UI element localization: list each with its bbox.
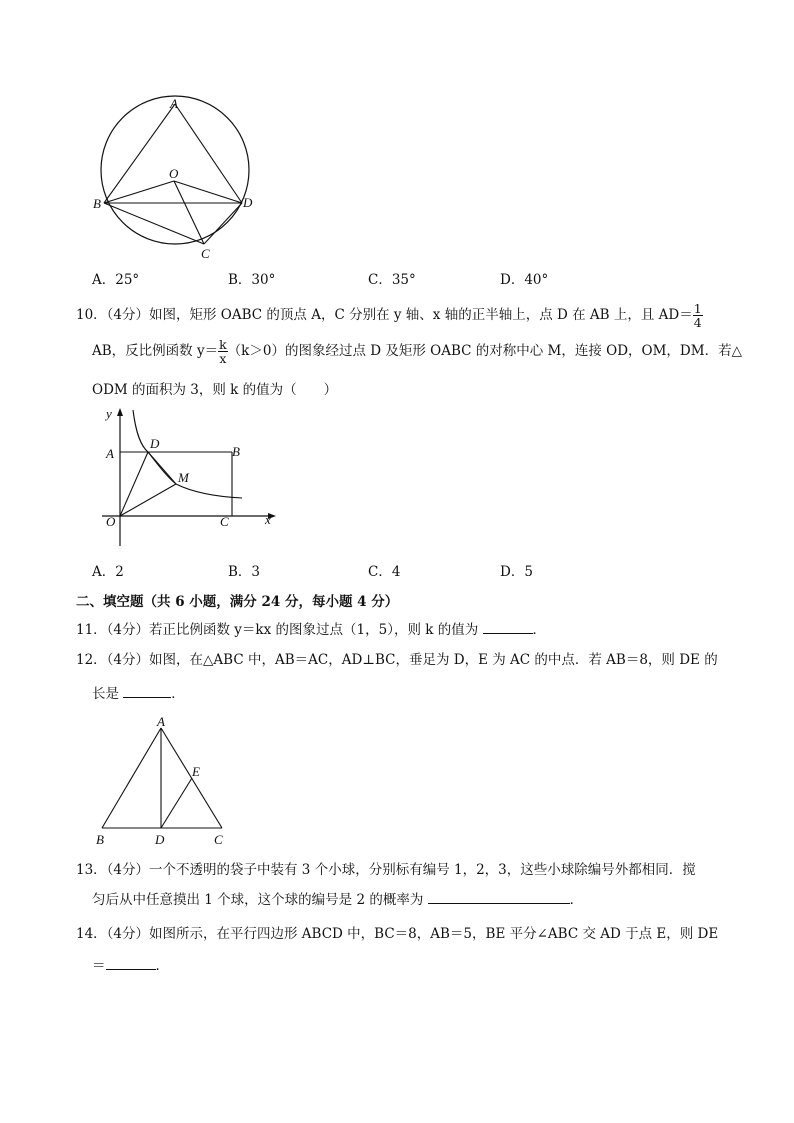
label-d-graph: D bbox=[150, 436, 160, 451]
label-c-tri: C bbox=[214, 832, 223, 847]
q10-func-num: k bbox=[219, 337, 227, 352]
label-b-tri: B bbox=[96, 832, 104, 847]
q11-end: ． bbox=[532, 622, 547, 638]
label-e-tri: E bbox=[192, 764, 200, 779]
q13-end: ． bbox=[569, 892, 584, 908]
q10-option-a: A．2 bbox=[92, 564, 124, 580]
section-heading: 二、填空题（共 6 小题，满分 24 分，每小题 4 分） bbox=[76, 594, 399, 610]
q14-answer-blank[interactable] bbox=[106, 957, 156, 970]
q10-option-c: C．4 bbox=[368, 564, 401, 580]
q10-text1: 10．（4分）如图，矩形 OABC 的顶点 A，C 分别在 y 轴、x 轴的正半轴上，点 D 在 AB 上，且 AD＝ bbox=[76, 307, 693, 323]
label-c: C bbox=[201, 246, 210, 261]
q9-option-b: B．30° bbox=[228, 272, 276, 288]
q10-option-b: B．3 bbox=[228, 564, 261, 580]
label-b: B bbox=[93, 196, 101, 211]
q9-option-c: C．35° bbox=[368, 272, 416, 288]
segment-oc bbox=[174, 181, 204, 244]
q12-line1: 12．（4分）如图，在△ABC 中，AB＝AC，AD⊥BC，垂足为 D，E 为 AC 的中点．若 AB＝8，则 DE 的 bbox=[76, 652, 718, 668]
label-o-graph: O bbox=[106, 514, 116, 529]
q11-answer-blank[interactable] bbox=[483, 621, 533, 634]
q13-text2: 匀后从中任意摸出 1 个球，这个球的编号是 2 的概率为 bbox=[92, 892, 424, 908]
circle-figure bbox=[90, 92, 270, 262]
label-c-graph: C bbox=[220, 514, 229, 529]
q13-answer-blank[interactable] bbox=[428, 891, 570, 904]
q10-line3: ODM 的面积为 3，则 k 的值为（ ） bbox=[92, 382, 338, 398]
segment-bc bbox=[104, 203, 204, 244]
y-axis-arrow bbox=[117, 408, 123, 416]
q10-text2a: AB，反比例函数 y＝ bbox=[92, 343, 219, 359]
q14-text2: ＝ bbox=[92, 958, 106, 974]
q12-answer-blank[interactable] bbox=[123, 685, 171, 698]
coordinate-figure bbox=[92, 404, 282, 554]
segment-ab-tri bbox=[102, 728, 161, 828]
q14-line1: 14．（4分）如图所示，在平行四边形 ABCD 中，BC＝8，AB＝5，BE 平分∠ABC 交 AD 于点 E，则 DE bbox=[76, 926, 719, 942]
segment-cd bbox=[204, 203, 242, 244]
q12-text2: 长是 bbox=[92, 686, 119, 702]
label-b-graph: B bbox=[232, 444, 240, 459]
q10-option-d: D．5 bbox=[500, 564, 533, 580]
q11-line bbox=[76, 620, 546, 640]
segment-de-tri bbox=[161, 778, 192, 828]
label-a: A bbox=[170, 96, 178, 111]
q13-line1: 13．（4分）一个不透明的袋子中装有 3 个小球，分别标有编号 1，2，3，这些小球除编号外都相同．搅 bbox=[76, 862, 696, 878]
q10-fraction bbox=[693, 302, 703, 329]
label-a-graph: A bbox=[106, 446, 114, 461]
label-d: D bbox=[243, 195, 253, 210]
q9-option-d: D．40° bbox=[500, 272, 549, 288]
q13-line2 bbox=[92, 890, 583, 910]
label-d-tri: D bbox=[155, 832, 165, 847]
q9-option-a: A．25° bbox=[92, 272, 140, 288]
q10-line2 bbox=[92, 338, 742, 365]
segment-od bbox=[174, 181, 242, 203]
q10-text2b: （k＞0）的图象经过点 D 及矩形 OABC 的对称中心 M，连接 OD，OM，DM．若△ bbox=[227, 343, 742, 359]
q14-end: ． bbox=[155, 958, 169, 974]
segment-ad bbox=[175, 104, 242, 203]
q10-func-den: x bbox=[219, 351, 227, 366]
q10-fraction-den: 4 bbox=[693, 315, 702, 330]
label-y: y bbox=[106, 406, 112, 421]
segment-ob bbox=[104, 181, 174, 203]
q12-end: ． bbox=[171, 686, 185, 702]
triangle-figure bbox=[92, 712, 232, 852]
label-m-graph: M bbox=[178, 470, 189, 485]
label-x: x bbox=[265, 512, 271, 527]
label-o: O bbox=[169, 166, 179, 181]
segment-ab bbox=[104, 104, 175, 203]
q10-function-fraction bbox=[218, 338, 228, 365]
q10-line1 bbox=[76, 302, 703, 329]
segment-om bbox=[120, 484, 176, 516]
segment-od bbox=[120, 452, 148, 516]
q11-text: 11．（4分）若正比例函数 y＝kx 的图象过点（1，5），则 k 的值为 bbox=[76, 622, 479, 638]
q14-line2 bbox=[92, 956, 169, 976]
q12-line2 bbox=[92, 684, 185, 704]
label-a-tri: A bbox=[157, 714, 165, 729]
q10-fraction-num: 1 bbox=[693, 301, 702, 316]
